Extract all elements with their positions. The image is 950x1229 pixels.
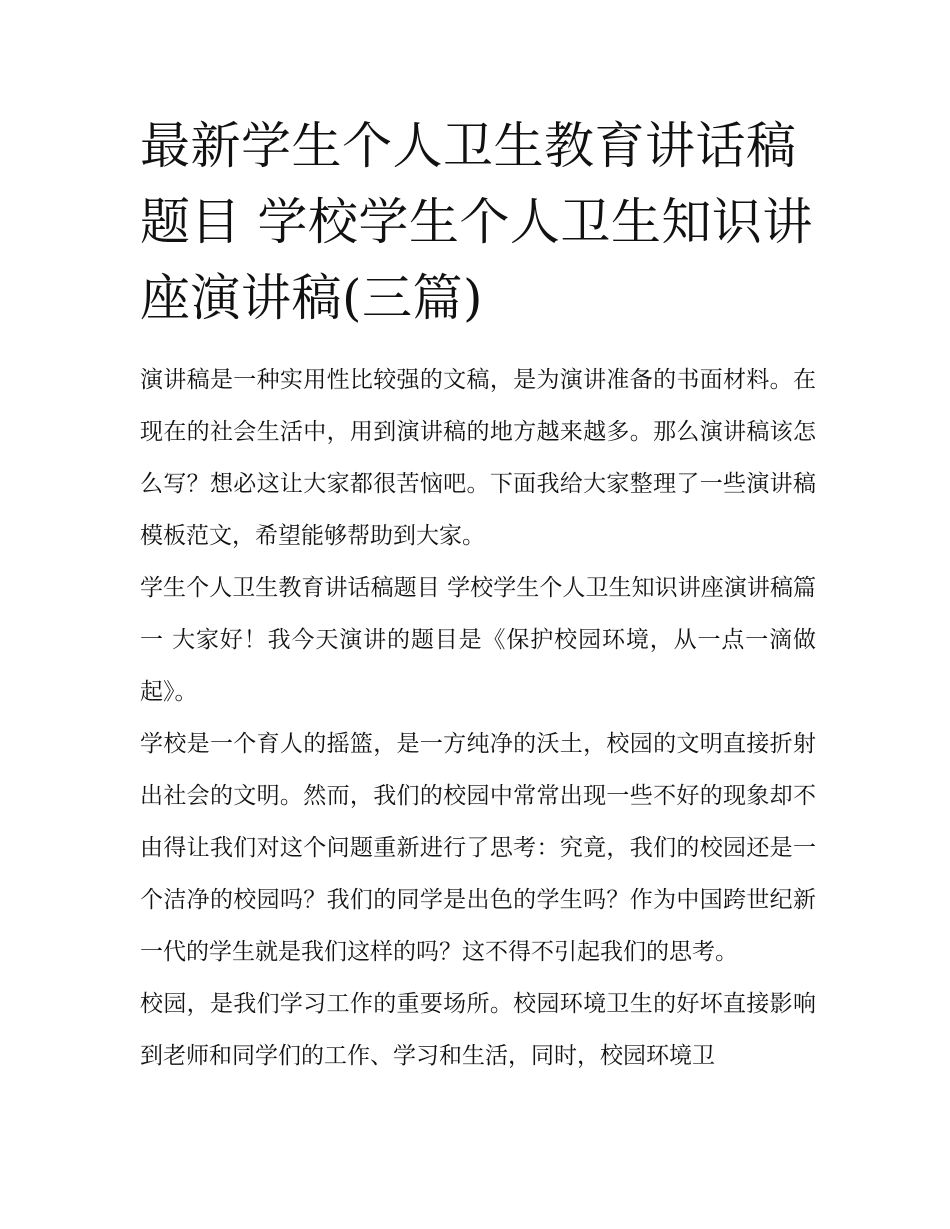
- document-body: [140, 354, 816, 1082]
- paragraph-school-cradle: 学校是一个育人的摇篮，是一方纯净的沃土，校园的文明直接折射出社会的文明。然而，我们的校园中常常出现一些不好的现象却不由得让我们对这个问题重新进行了思考：究竟，我们的校园还是一个洁净的校园吗？我们的同学是出色的学生吗？作为中国跨世纪新一代的学生就是我们这样的吗？这不得不引起我们的思考。: [140, 731, 816, 965]
- paragraph-campus-environment: 校园，是我们学习工作的重要场所。校园环境卫生的好坏直接影响到老师和同学们的工作、学习和生活，同时，校园环境卫: [140, 991, 816, 1069]
- paragraph-intro: 演讲稿是一种实用性比较强的文稿，是为演讲准备的书面材料。在现在的社会生活中，用到演讲稿的地方越来越多。那么演讲稿该怎么写？想必这让大家都很苦恼吧。下面我给大家整理了一些演讲稿模板范文，希望能够帮助到大家。: [140, 367, 816, 549]
- paragraph-speech-opening: 学生个人卫生教育讲话稿题目 学校学生个人卫生知识讲座演讲稿篇一 大家好！我今天演讲的题目是《保护校园环境，从一点一滴做起》。: [140, 575, 816, 705]
- document-title: 最新学生个人卫生教育讲话稿题目 学校学生个人卫生知识讲座演讲稿(三篇): [140, 117, 813, 327]
